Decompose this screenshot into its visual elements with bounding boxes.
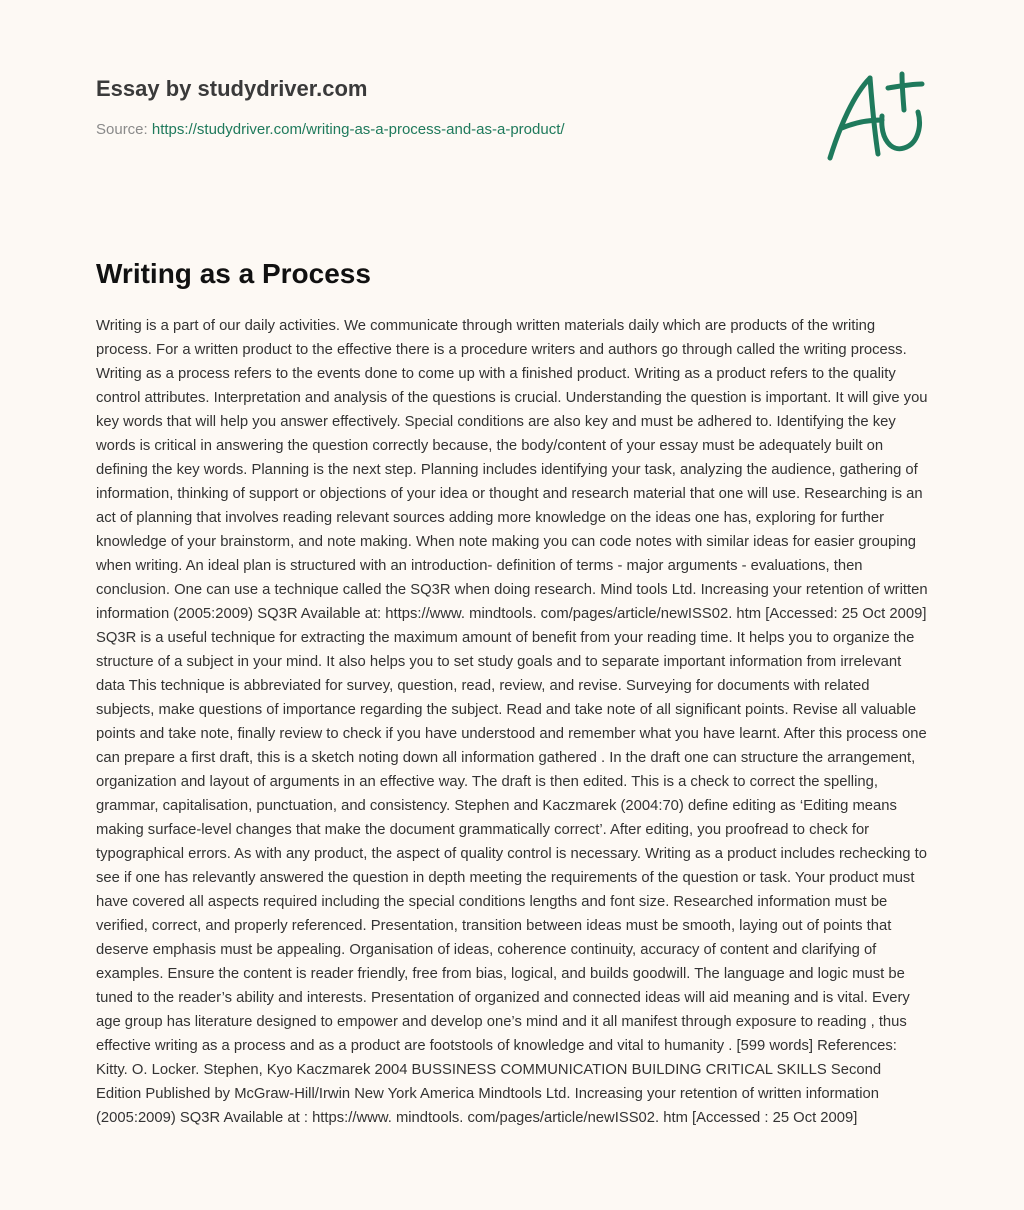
essay-header: [96, 74, 796, 140]
a-plus-logo-icon: [820, 66, 930, 166]
essay-body: Writing is a part of our daily activities. We communicate through written materials daily which are products of the writing process. For a written product to the effective there is a procedure writers and authors go through called the writing process. Writing as a process refers to the events done to come up with a finished product. Writing as a product refers to the quality control attributes. Interpretation and analysis of the questions is crucial. Understanding the question is important. It will give you key words that will help you answer effectively. Special conditions are also key and must be adhered to. Identifying the key words is critical in answering the question correctly because, the body/content of your essay must be adequately built on defining the key words. Planning is the next step. Planning includes identifying your task, analyzing the audience, gathering of information, thinking of support or objections of your idea or thought and research material that one will use. Researching is an act of planning that involves reading relevant sources adding more knowledge on the ideas one has, exploring for further knowledge of your brainstorm, and note making. When note making you can code notes with similar ideas for easier grouping when writing. An ideal plan is structured with an introduction- definition of terms - major arguments - evaluations, then conclusion. One can use a technique called the SQ3R when doing research. Mind tools Ltd. Increasing your retention of written information (2005:2009) SQ3R Available at: https://www. mindtools. com/pages/article/newISS02. htm [Accessed: 25 Oct 2009] SQ3R is a useful technique for extracting the maximum amount of benefit from your reading time. It helps you to organize the structure of a subject in your mind. It also helps you to set study goals and to separate important information from irrelevant data This technique is abbreviated for survey, question, read, review, and revise. Surveying for documents with related subjects, make questions of importance regarding the subject. Read and take note of all significant points. Revise all valuable points and take note, finally review to check if you have understood and remember what you have learnt. After this process one can prepare a first draft, this is a sketch noting down all information gathered . In the draft one can structure the arrangement, organization and layout of arguments in an effective way. The draft is then edited. This is a check to correct the spelling, grammar, capitalisation, punctuation, and consistency. Stephen and Kaczmarek (2004:70) define editing as ‘Editing means making surface-level changes that make the document grammatically correct’. After editing, you proofread to check for typographical errors. As with any product, the aspect of quality control is necessary. Writing as a product includes rechecking to see if one has relevantly answered the question in depth meeting the requirements of the question or task. Your product must have covered all aspects required including the special conditions lengths and font size. Researched information must be verified, correct, and properly referenced. Presentation, transition between ideas must be smooth, laying out of points that deserve emphasis must be appealing. Organisation of ideas, coherence continuity, accuracy of content and clarifying of examples. Ensure the content is reader friendly, free from bias, logical, and builds goodwill. The language and logic must be tuned to the reader’s ability and interests. Presentation of organized and connected ideas will aid meaning and is vital. Every age group has literature designed to empower and develop one’s mind and it all manifest through exposure to reading , thus effective writing as a process and as a product are footstools of knowledge and vital to humanity . [599 words] References: Kitty. O. Locker. Stephen, Kyo Kaczmarek 2004 BUSSINESS COMMUNICATION BUILDING CRITICAL SKILLS Second Edition Published by McGraw-Hill/Irwin New York America Mindtools Ltd. Increasing your retention of written information (2005:2009) SQ3R Available at : https://www. mindtools. com/pages/article/newISS02. htm [Accessed : 25 Oct 2009]: [96, 318, 928, 1126]
source-link[interactable]: https://studydriver.com/writing-as-a-process-and-as-a-product/: [151, 121, 565, 138]
essay-title: Writing as a Process: [96, 258, 371, 289]
site-title: Essay by studydriver.com: [96, 76, 368, 101]
source-label: Source:: [96, 121, 152, 138]
source-line: [96, 120, 796, 140]
